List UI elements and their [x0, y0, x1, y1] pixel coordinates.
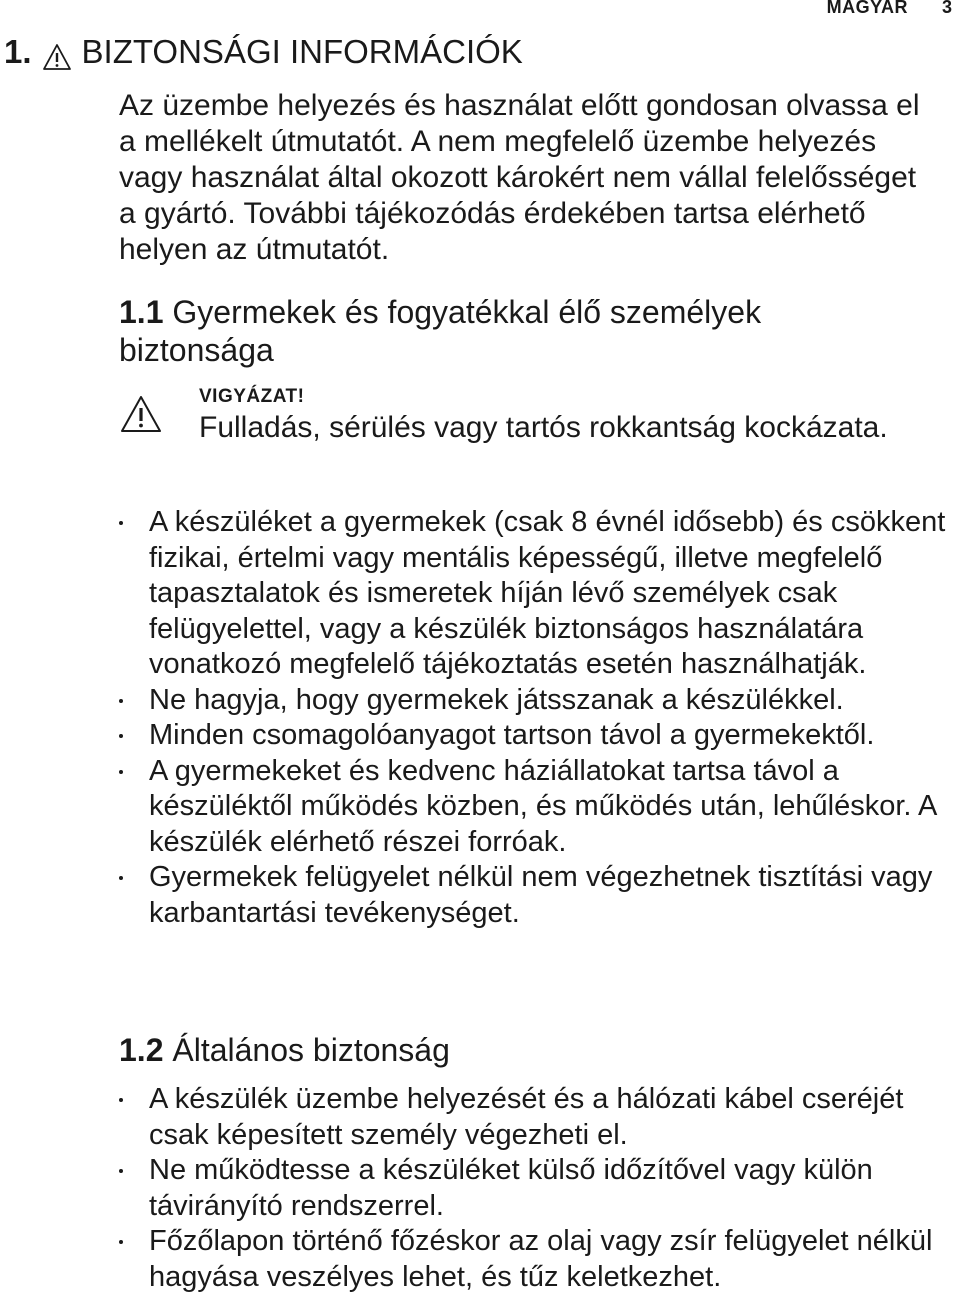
list-item: A készülék üzembe helyezését és a hálózati kábel cseréjét csak képesített személy végezheti el. — [119, 1082, 949, 1153]
list-item: Főzőlapon történő főzéskor az olaj vagy zsír felügyelet nélkül hagyása veszélyes lehet, és tűz keletkezhet. — [119, 1224, 949, 1295]
section-number: 1.1 — [119, 294, 164, 330]
list-item: A készüléket a gyermekek (csak 8 évnél idősebb) és csökkent fizikai, értelmi vagy mentális képességű, illetve megfelelő tapasztalatok és ismeretek híján lévő személyek csak felügyelettel, vagy a készülék biztonságos használatára vonatkozó megfelelő tájékoztatás esetén használhatják. — [119, 505, 949, 683]
language-label: MAGYAR — [826, 0, 908, 17]
warning-triangle-icon — [119, 394, 163, 434]
section-title-1-1 — [119, 293, 919, 369]
section-title-text: Gyermekek és fogyatékkal élő személyek biztonsága — [119, 294, 762, 368]
chapter-title-text: BIZTONSÁGI INFORMÁCIÓK — [81, 33, 523, 70]
list-item: Ne működtesse a készüléket külső időzítővel vagy külön távirányító rendszerrel. — [119, 1153, 949, 1224]
intro-paragraph — [119, 88, 939, 268]
page-header — [0, 0, 960, 20]
section-1-2-list — [119, 1082, 949, 1295]
section-title-1-2 — [119, 1031, 919, 1069]
section-1-1-list — [119, 505, 949, 931]
chapter-number: 1. — [4, 33, 32, 70]
section-number: 1.2 — [119, 1032, 164, 1068]
list-item: Gyermekek felügyelet nélkül nem végezhetnek tisztítási vagy karbantartási tevékenységet. — [119, 860, 949, 931]
page-number: 3 — [941, 0, 952, 17]
list-item: A gyermekeket és kedvenc háziállatokat tartsa távol a készüléktől működés közben, és működés után, lehűléskor. A készülék elérhető részei forróak. — [119, 754, 949, 861]
intro-text: Az üzembe helyezés és használat előtt gondosan olvassa el a mellékelt útmutatót. A nem megfelelő üzembe helyezés vagy használat által okozott károkért nem vállal felelősséget a gyártó. További tájékozódás érdekében tartsa elérhető helyen az útmutatót. — [119, 89, 920, 266]
list-item: Minden csomagolóanyagot tartson távol a gyermekektől. — [119, 718, 949, 754]
warning-text: Fulladás, sérülés vagy tartós rokkantság kockázata. — [199, 411, 888, 444]
warning-label: VIGYÁZAT! — [199, 386, 305, 407]
list-item: Ne hagyja, hogy gyermekek játsszanak a készülékkel. — [119, 683, 949, 719]
warning-triangle-icon — [42, 38, 72, 66]
section-title-text: Általános biztonság — [172, 1032, 450, 1068]
chapter-title — [4, 30, 523, 74]
